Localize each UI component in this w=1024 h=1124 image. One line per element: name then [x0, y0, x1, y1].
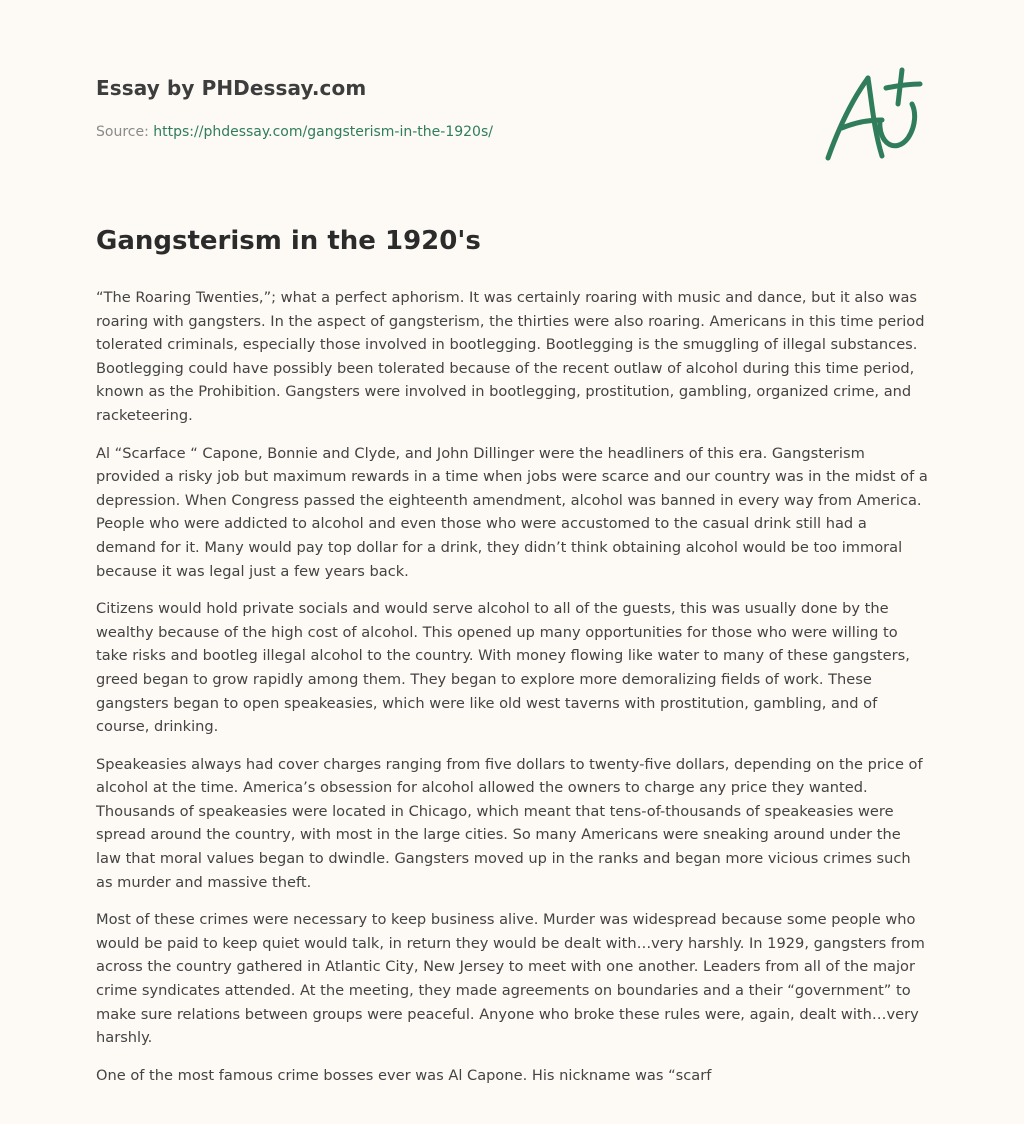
essay-paragraph: “The Roaring Twenties,”; what a perfect aphorism. It was certainly roaring with music and dance, but it also was roaring with gangsters. In the aspect of gangsterism, the thirties were also roaring. Americans in this time period tolerated criminals, especially those involved in bootlegging. Bootlegging is the smuggling of illegal substances. Bootlegging could have possibly been tolerated because of the recent outlaw of alcohol during this time period, known as the Prohibition. Gangsters were involved in bootlegging, prostitution, gambling, organized crime, and racketeering.	[96, 289, 925, 424]
essay-paragraph: One of the most famous crime bosses ever was Al Capone. His nickname was “scarf	[96, 1066, 712, 1084]
source-link[interactable]: https://phdessay.com/gangsterism-in-the-1920s/	[153, 124, 493, 140]
source-label: Source:	[96, 124, 154, 140]
essay-body	[96, 286, 928, 1101]
site-brand: Essay by PHDessay.com	[96, 76, 367, 100]
essay-paragraph: Citizens would hold private socials and would serve alcohol to all of the guests, this was usually done by the wealthy because of the high cost of alcohol. This opened up many opportunities for those who were willing to take risks and bootleg illegal alcohol to the country. With money flowing like water to many of these gangsters, greed began to grow rapidly among them. They began to explore more demoralizing fields of work. These gangsters began to open speakeasies, which were like old west taverns with prostitution, gambling, and of course, drinking.	[96, 600, 910, 736]
essay-paragraph: Most of these crimes were necessary to keep business alive. Murder was widespread because some people who would be paid to keep quiet would talk, in return they would be dealt with…very harshly. In 1929, gangsters from across the country gathered in Atlantic City, New Jersey to meet with one another. Leaders from all of the major crime syndicates attended. At the meeting, they made agreements on boundaries and a their “government” to make sure relations between groups were peaceful. Anyone who broke these rules were, again, dealt with…very harshly.	[96, 911, 925, 1047]
essay-paragraph: Al “Scarface “ Capone, Bonnie and Clyde, and John Dillinger were the headliners of this era. Gangsterism provided a risky job but maximum rewards in a time when jobs were scarce and our country was in the midst of a depression. When Congress passed the eighteenth amendment, alcohol was banned in every way from America. People who were addicted to alcohol and even those who were accustomed to the casual drink still had a demand for it. Many would pay top dollar for a drink, they didn’t think obtaining alcohol would be too immoral because it was legal just a few years back.	[96, 444, 928, 580]
essay-paragraph: Speakeasies always had cover charges ranging from five dollars to twenty-five dollars, depending on the price of alcohol at the time. America’s obsession for alcohol allowed the owners to charge any price they wanted. Thousands of speakeasies were located in Chicago, which meant that tens-of-thousands of speakeasies were spread around the country, with most in the large cities. So many Americans were sneaking around under the law that moral values began to dwindle. Gangsters moved up in the ranks and began more vicious crimes such as murder and massive theft.	[96, 755, 923, 891]
a-plus-logo-icon	[822, 64, 926, 168]
source-line	[96, 124, 493, 140]
essay-title: Gangsterism in the 1920's	[96, 226, 481, 256]
